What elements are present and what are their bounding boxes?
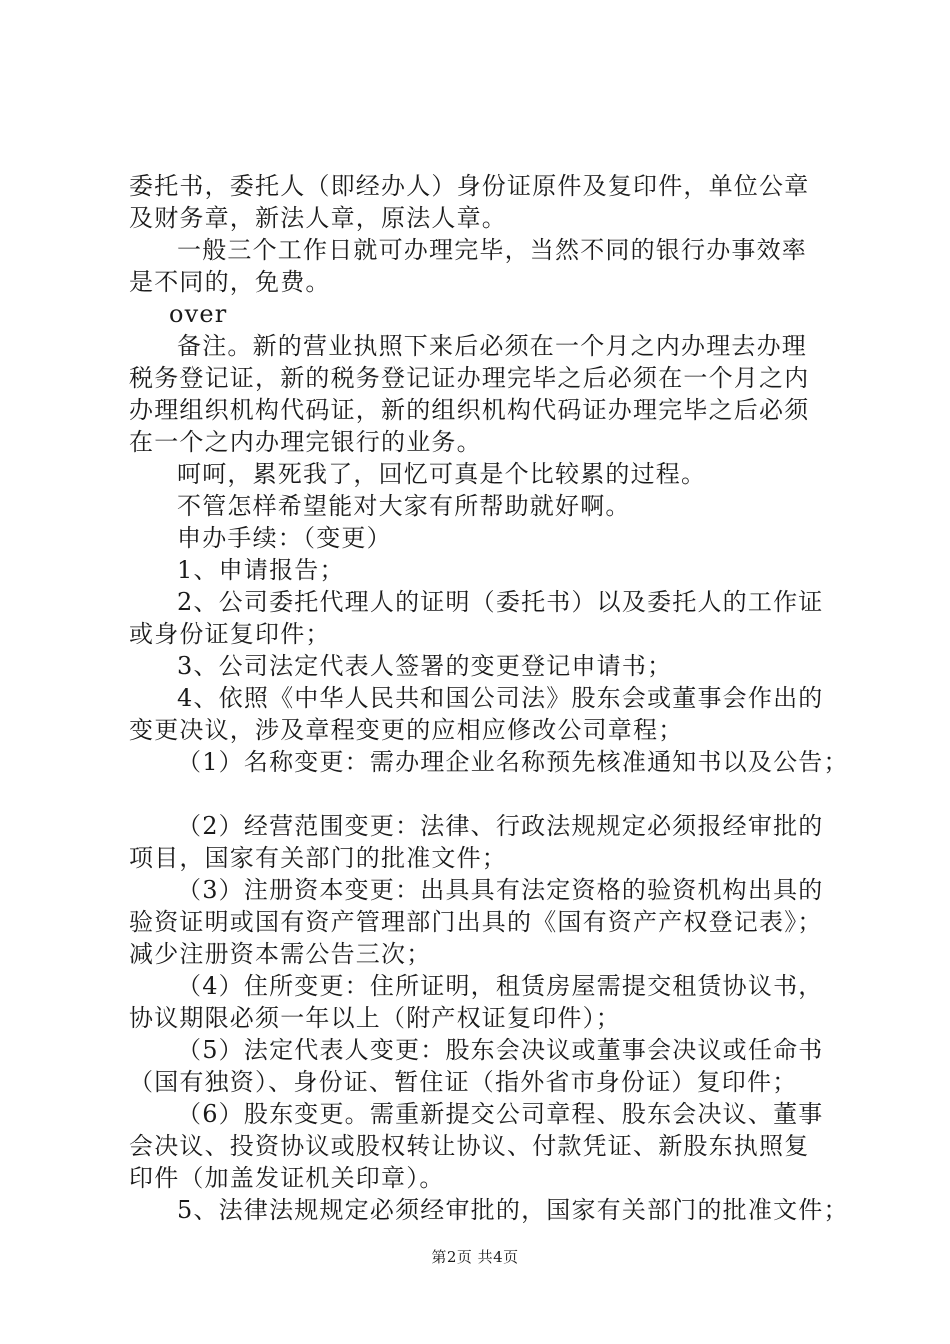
text-line: （2）经营范围变更：法律、行政法规规定必须报经审批的 bbox=[177, 812, 824, 840]
text-line: 减少注册资本需公告三次； bbox=[129, 940, 432, 968]
text-line: 验资证明或国有资产管理部门出具的《国有资产产权登记表》； bbox=[129, 908, 823, 936]
text-line: 3、公司法定代表人签署的变更登记申请书； bbox=[177, 652, 673, 680]
text-line: 2、公司委托代理人的证明（委托书）以及委托人的工作证 bbox=[177, 588, 824, 616]
text-line: 变更决议，涉及章程变更的应相应修改公司章程； bbox=[129, 716, 684, 744]
text-line: 印件（加盖发证机关印章）。 bbox=[129, 1164, 445, 1192]
text-line: （国有独资）、身份证、暂住证（指外省市身份证）复印件； bbox=[129, 1068, 798, 1096]
text-line: （3）注册资本变更：出具具有法定资格的验资机构出具的 bbox=[177, 876, 824, 904]
text-line: 不管怎样希望能对大家有所帮助就好啊。 bbox=[177, 492, 631, 520]
text-line: 税务登记证，新的税务登记证办理完毕之后必须在一个月之内 bbox=[129, 364, 810, 392]
text-line: 办理组织机构代码证，新的组织机构代码证办理完毕之后必须 bbox=[129, 396, 810, 424]
text-line: 是不同的，免费。 bbox=[129, 268, 331, 296]
page-number-footer: 第2页 共4页 bbox=[431, 1248, 519, 1266]
text-line: （6）股东变更。需重新提交公司章程、股东会决议、董事 bbox=[177, 1100, 824, 1128]
blank-line bbox=[129, 778, 841, 810]
text-line: （4）住所变更：住所证明，租赁房屋需提交租赁协议书， bbox=[177, 972, 824, 1000]
text-line: 在一个之内办理完银行的业务。 bbox=[129, 428, 482, 456]
text-line: 4、依照《中华人民共和国公司法》股东会或董事会作出的 bbox=[177, 684, 824, 712]
text-line: 一般三个工作日就可办理完毕，当然不同的银行办事效率 bbox=[177, 236, 807, 264]
text-line: 1、申请报告； bbox=[177, 556, 345, 584]
text-line: （1）名称变更：需办理企业名称预先核准通知书以及公告； bbox=[177, 748, 849, 776]
text-line: 项目，国家有关部门的批准文件； bbox=[129, 844, 507, 872]
text-line: 及财务章，新法人章，原法人章。 bbox=[129, 204, 507, 232]
document-body bbox=[129, 170, 849, 1226]
text-line: 申办手续：（变更） bbox=[177, 524, 392, 552]
text-line: 会决议、投资协议或股权转让协议、付款凭证、新股东执照复 bbox=[129, 1132, 810, 1160]
text-line: over bbox=[169, 300, 228, 328]
text-line: 呵呵，累死我了，回忆可真是个比较累的过程。 bbox=[177, 460, 707, 488]
text-line: 5、法律法规规定必须经审批的，国家有关部门的批准文件； bbox=[177, 1196, 849, 1224]
text-line: （5）法定代表人变更：股东会决议或董事会决议或任命书 bbox=[177, 1036, 824, 1064]
text-line: 或身份证复印件； bbox=[129, 620, 331, 648]
text-line: 备注。新的营业执照下来后必须在一个月之内办理去办理 bbox=[177, 332, 807, 360]
text-line: 委托书，委托人（即经办人）身份证原件及复印件，单位公章 bbox=[129, 172, 810, 200]
text-line: 协议期限必须一年以上（附产权证复印件）； bbox=[129, 1004, 621, 1032]
